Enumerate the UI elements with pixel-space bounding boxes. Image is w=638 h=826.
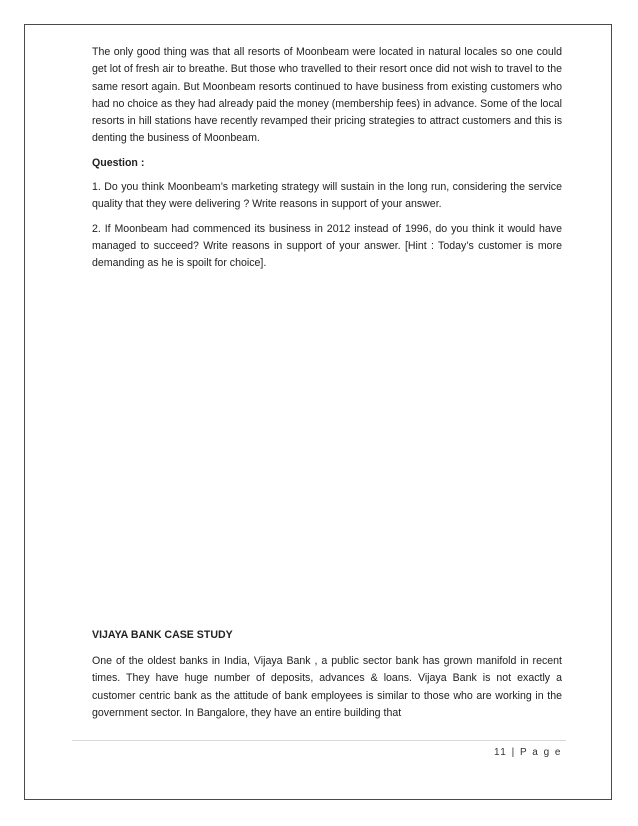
page-number: 11 | P a g e xyxy=(493,747,562,758)
question-2: 2. If Moonbeam had commenced its business in 2012 instead of 1996, do you think it would have managed to succeed? Write reasons in support of your answer. [Hint : Today’s customer is more demanding as he is spoilt for choice]. xyxy=(92,222,562,270)
main-content xyxy=(92,44,562,273)
case-study-paragraph: One of the oldest banks in India, Vijaya Bank , a public sector bank has grown manifold in recent times. They have huge number of deposits, advances & loans. Vijaya Bank is not exactly a customer centric bank as the attitude of bank employees is similar to those who are working in the government sector. In Bangalore, they have an entire building that xyxy=(92,655,562,719)
paragraph-moonbeam-resorts: The only good thing was that all resorts of Moonbeam were located in natural locales so one could get lot of fresh air to breathe. But those who travelled to their resort once did not wish to travel to the same resort again. But Moonbeam resorts continued to have business from existing customers who had no choice as they had already paid the money (membership fees) in advance. Some of the local resorts in hill stations have recently revamped their pricing strategies to attract customers and this is denting the business of Moonbeam. xyxy=(92,46,562,145)
question-heading: Question : xyxy=(92,156,145,169)
footer-rule xyxy=(72,740,566,741)
question-1: 1. Do you think Moonbeam’s marketing strategy will sustain in the long run, considering the service quality that they were delivering ? Write reasons in support of your answer. xyxy=(92,181,562,211)
case-study-title: VIJAYA BANK CASE STUDY xyxy=(92,629,233,641)
